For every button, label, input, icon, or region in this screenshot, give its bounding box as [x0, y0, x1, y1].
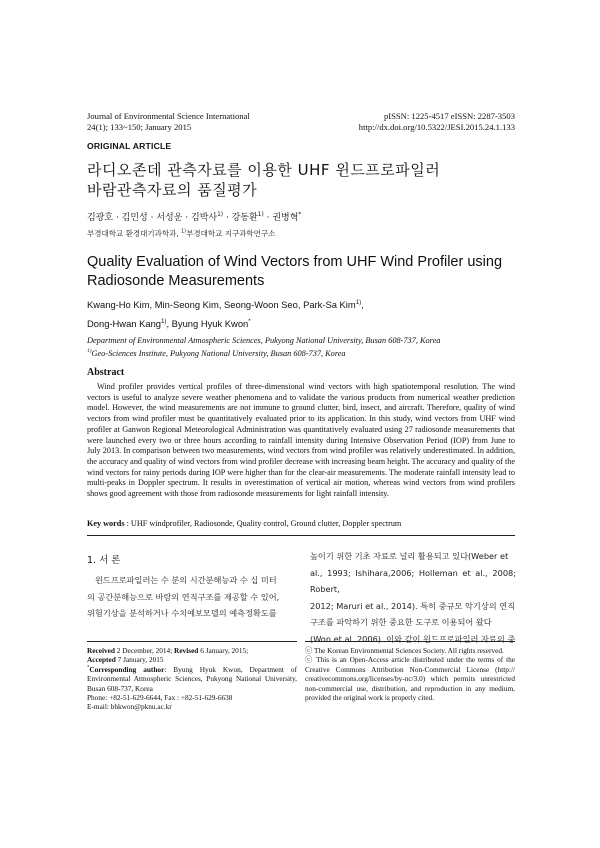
- english-authors-line1-end: ,: [361, 299, 364, 310]
- english-authors-line2: [87, 316, 527, 332]
- accepted-line: [87, 655, 297, 664]
- abstract-heading: Abstract: [87, 367, 125, 378]
- korean-affiliation-part1: 부경대학교 환경대기과학과,: [87, 229, 182, 238]
- accepted-date: 7 January, 2015: [115, 655, 164, 665]
- intro-left-line2: 의 공간분해능으로 바람의 연직구조를 제공할 수 있어,: [87, 591, 280, 602]
- abstract-text: Wind profiler provides vertical profiles of three-dimensional wind vectors with high spatiotemporal resolution. The wind vectors is useful to analyze severe weather phenomena and to validate the various products from numerical weather prediction model. However, the wind measurements are not immune to ground clutter, bird, insect, and aircraft. Therefore, quality of wind vectors from wind profiler must be quantitatively evaluated prior to its application. In this study, wind vectors from UHF wind profiler at Ganwon Regional Meteorological Administration was quantitatively evaluated using 27 radiosonde measurements that were launched every two or three hours according to rainfall intensity during Intensive Observation Period (IOP) from June to July 2013. In comparison between two measurements, wind vectors from wind profiler was relatively underestimated. In addition, the accuracy and quality of wind vectors from wind profiler decrease with increasing beam height. The accuracy and quality of the wind vectors for rainy periods during IOP were higher than for the clear-air measurements. The moderate rainfall intensity lead to multi-peaks in Doppler spectrum. It results in overestimation of vertical air motion, whereas wind vectors from wind profilers shows good agreement with those from radiosonde measurements for light rainfall intensity.: [87, 382, 515, 499]
- english-affiliation2-text: Geo-Sciences Institute, Pukyong National University, Busan 608-737, Korea: [91, 349, 346, 358]
- issn-block: [300, 111, 515, 133]
- footnote-right: [305, 646, 515, 702]
- korean-authors-sup2: 1): [257, 212, 264, 218]
- english-title-line1: Quality Evaluation of Wind Vectors from UHF Wind Profiler using: [87, 254, 503, 270]
- korean-title-line1: 라디오존데 관측자료를 이용한 UHF 윈드프로파일러: [87, 161, 441, 179]
- corresponding-author: [87, 665, 297, 693]
- footnote-divider-right: [305, 641, 515, 642]
- keywords-label: Key words: [87, 519, 125, 528]
- intro-right-line2: al., 1993; Ishihara,2006; Holleman et al., 2008; Robert,: [310, 567, 516, 595]
- article-type: ORIGINAL ARTICLE: [87, 141, 172, 151]
- korean-authors-part2: · 강동환: [223, 213, 258, 223]
- copyright-notice: ⓒ The Korean Environmental Sciences Society. All rights reserved.: [305, 646, 504, 655]
- footnote-left: [87, 646, 297, 712]
- footnote-divider-left: [87, 641, 297, 642]
- korean-title: [87, 160, 527, 200]
- received-label: Received: [87, 646, 115, 655]
- english-authors-line1-sup: 1): [355, 298, 362, 306]
- intro-left-line1: 윈드프로파일러는 수 분의 시간분해능과 수 십 미터: [95, 575, 277, 585]
- license-notice: ⓒ This is an Open-Access article distributed under the terms of the Creative Commons Attribution Non-Commercial License (http:// creativecommons.org/licenses/by-nc/3.0) which permits unrestricted non-commercial use, distribution, and reproduction in any medium, provided the original work is properly cited.: [305, 655, 515, 703]
- english-authors-line1: [87, 297, 527, 313]
- corresponding-text: : Byung Hyuk Kwon, Department of Environmental Atmospheric Sciences, Pukyong National University, Busan 608-737, Korea: [87, 664, 297, 693]
- journal-issue: 24(1); 133~150; January 2015: [87, 122, 192, 132]
- english-authors-line1-text: Kwang-Ho Kim, Min-Seong Kim, Seong-Woon Seo, Park-Sa Kim: [87, 299, 356, 310]
- english-authors-line2-sup1: 1): [161, 317, 167, 325]
- intro-left-column: [87, 572, 297, 622]
- revised-label: Revised: [174, 646, 199, 655]
- intro-right-line3: 2012; Maruri et al., 2014). 특히 중규모 악기상의 연직: [310, 600, 516, 611]
- english-authors: [87, 297, 527, 332]
- section-heading-introduction: 1. 서 론: [87, 555, 121, 566]
- english-title-line2: Radiosonde Measurements: [87, 273, 265, 289]
- revised-date: 6 January, 2015;: [198, 646, 249, 655]
- english-authors-line2-sup2: *: [248, 317, 251, 325]
- keywords: [87, 519, 515, 528]
- english-affiliation1: Department of Environmental Atmospheric Sciences, Pukyong National University, Busan 608-737, Korea: [87, 336, 441, 345]
- korean-affiliation-sup: 1): [181, 228, 187, 235]
- corresponding-sup: *: [87, 665, 90, 671]
- doi-link[interactable]: http://dx.doi.org/10.5322/JESI.2015.24.1.133: [358, 122, 515, 132]
- english-authors-line2-text: Dong-Hwan Kang: [87, 318, 162, 329]
- intro-right-line5: (Won et al. 2006). 이와 같이 윈드프로파일러 자료의 중: [310, 633, 516, 644]
- intro-right-line4: 구조를 파악하기 위한 중요한 도구로 이용되어 왔다: [310, 617, 492, 628]
- received-line: [87, 646, 297, 655]
- intro-left-line3: 위험기상을 분석하거나 수치예보모델의 예측정확도를: [87, 608, 277, 619]
- abstract-divider: [87, 535, 515, 536]
- corresponding-label: Corresponding author: [89, 664, 165, 674]
- korean-title-line2: 바람관측자료의 품질평가: [87, 181, 258, 199]
- accepted-label: Accepted: [87, 655, 116, 665]
- korean-affiliation: [87, 229, 527, 239]
- intro-right-column: [310, 548, 516, 648]
- english-affiliation2-sup: 1): [87, 348, 92, 355]
- english-authors-line2-mid: , Byung Hyuk Kwon: [166, 318, 249, 329]
- issn: pISSN: 1225-4517 eISSN: 2287-3503: [383, 111, 515, 121]
- korean-authors-sup3: *: [298, 212, 302, 218]
- english-affiliation2: [87, 348, 527, 359]
- intro-right-line1: 높이기 위한 기초 자료로 널리 활용되고 있다(Weber et: [310, 551, 509, 561]
- korean-affiliation-part2: 부경대학교 지구과학연구소: [186, 229, 276, 238]
- english-title: [87, 253, 527, 291]
- received-date: 2 December, 2014;: [114, 646, 175, 655]
- email[interactable]: E-mail: bhkwon@pknu.ac.kr: [87, 702, 172, 712]
- korean-authors-sup1: 1): [217, 212, 224, 218]
- korean-authors-part1: 김광호 · 김민성 · 서성운 · 김박사: [87, 213, 218, 223]
- korean-authors: [87, 212, 527, 224]
- korean-authors-part3: · 권병혁: [263, 213, 299, 223]
- journal-name: Journal of Environmental Science International: [87, 111, 250, 121]
- phone-fax: Phone: +82-51-629-6644, Fax : +82-51-629-6638: [87, 693, 233, 703]
- keywords-text: : UHF windprofiler, Radiosonde, Quality control, Ground clutter, Doppler spectrum: [124, 519, 402, 528]
- english-affiliations: [87, 335, 527, 359]
